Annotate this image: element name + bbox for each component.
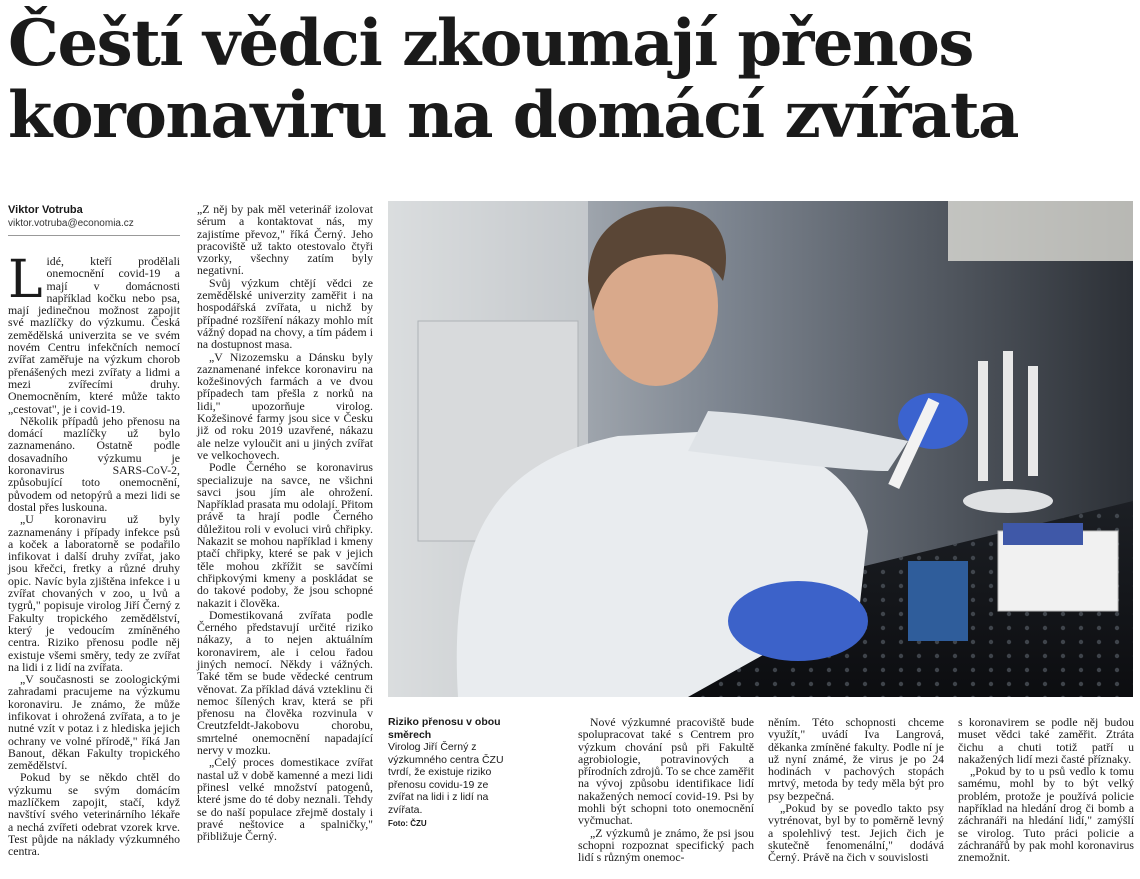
article-paragraph: Svůj výzkum chtějí vědci ze zemědělské univerzity zaměřit i na hospodářská zvířata, u nichž by případné rozšíření nákazy mohlo mít vážný dopad na chovy, a tím pádem i na dostupnost masa. [197,275,373,352]
article-column-5 [958,716,1134,864]
author-name: Viktor Votruba [8,204,83,216]
article-paragraph: Pokud by se někdo chtěl do výzkumu se svým domácím mazlíčkem zapojit, stačí, když navštíví svého veterinárního lékaře a nechá zvířeti odebrat vzorek krve. Test půjde na náklady výzkumného centra. [8,770,180,859]
article-paragraph: „Z něj by pak měl veterinář izolovat sérum a kontaktovat nás, my zajistíme převoz," říká Černý. Jeho pracoviště už takto otestovalo čtyři vzorky, všechny zatím byly negativní. [197,202,373,278]
article-paragraph: „Pokud by to u psů vedlo k tomu samému, mohl by to být velký problém, protože je používá policie například na hledání drog či bomb a záchranáři na hledání lidí," zamýšlí se virolog. Tuto práci policie a záchranářů by pak mohl koronavirus znemožnit. [958,764,1134,865]
photo-credit: Foto: ČZU [388,819,427,828]
byline [8,203,180,236]
article-column-2 [197,203,373,842]
article-paragraph: Několik případů jeho přenosu na domácí mazlíčky už bylo zaznamenáno. Ostatně podle dosavadního výzkumu je koronavirus SARS-CoV-2, způsobující toto onemocnění, původem od netopýrů a mezi lidi se dostal přes luskouna. [8,413,180,514]
article-column-3 [578,716,754,864]
article-paragraph: Lidé, kteří prodělali onemocnění covid-19 a mají v domácnosti například kočku nebo psa, mají jedinečnou možnost zapojit své mazlíčky do výzkumu. Česká zemědělská univerzita se ve svém novém Centru infekčních nemocí zvířat zaměřuje na výzkum chorob přenášených mezi zvířaty a lidmi a mezi zvířecími druhy. Onemocněním, které může takto „cestovat", je i covid-19. [8,250,180,416]
article-paragraph: Domestikovaná zvířata podle Černého představují určité riziko nákazy, a to nejen aktuálním koronavirem, ale i celou řadou jiných nemocí. Někdy i vážných. Také těm se bude vědecké centrum věnovat. Za příklad dává vzteklinu či nemoc šílených krav, která se při přenosu na člověka rozvinula v Creutzfeldt-Jakobovu chorobu, smrtelné onemocnění napadající nervy v mozku. [197,607,373,758]
drop-cap: L [8,250,43,310]
article-paragraph: s koronavirem se podle něj budou muset vědci také zaměřit. Ztráta čichu a chuti totiž patří u nakažených lidí mezi časté příznaky. [958,715,1134,766]
article-paragraph: „U koronaviru už byly zaznamenány i případy infekce psů a koček a laboratorně se podařilo infikovat i další druhy zvířat, jako jsou křečci, fretky a různé druhy opic. Navíc byla zjištěna infekce i u zvířat chovaných v zoo, u lvů a tygrů," popisuje virolog Jiří Černý z Fakulty tropického zemědělství, který je vedoucím zmíněného centra. Riziko přenosu podle něj existuje všemi směry, tedy ze zvířat na lidi i z lidí na zvířata. [8,512,180,674]
article-paragraph: „Pokud by se povedlo takto psy vytrénovat, byl by to poměrně levný a spolehlivý test. Jejich čich je skutečně fenomenální," dodává Černý. Právě na čich v souvislosti [768,801,944,865]
article-photo [388,201,1133,697]
scientist-lab-photo [388,201,1133,697]
article-paragraph: „Celý proces domestikace zvířat nastal už v době kamenné a mezi lidi přinesl velké množství patogenů, které jsme do té doby neznali. Tehdy se do naší populace zřejmě dostaly i pravé neštovice a spalničky," přibližuje Černý. [197,755,373,844]
article-paragraph: „Z výzkumů je známo, že psi jsou schopni rozpoznat specifický pach lidí s různým onemoc- [578,825,754,865]
article-paragraph: „V Nizozemsku a Dánsku byly zaznamenané infekce koronaviru na kožešinových farmách a ve dvou případech tam přešla z norků na lidi," upozorňuje virolog. Kožešinové farmy jsou sice v Česku již od roku 2019 uzavřené, nákazu ale nelze vyloučit ani u jiných zvířat ve velkochovech. [197,349,373,462]
article-column-4 [768,716,944,864]
article-paragraph: Nové výzkumné pracoviště bude spolupracovat také s Centrem pro výzkum chování psů při Fakultě agrobiologie, potravinových a přírodních zdrojů. To se chce zaměřit na vývoj způsobu identifikace lidí nakažených nemocí covid-19. Psi by mohli být schopni toto onemocnění vyčmuchat. [578,715,754,828]
caption-text: Virolog Jiří Černý z výzkumného centra ČZU tvrdí, že existuje riziko přenosu covidu-19 ze zvířat na lidi i z lidí na zvířata. [388,741,504,816]
author-email[interactable]: viktor.votruba@economia.cz [8,217,180,236]
caption-title: Riziko přenosu v obou směrech [388,716,501,741]
article-paragraph: něním. Této schopnosti chceme využít," uvádí Iva Langrová, děkanka zmíněné fakulty. Podle ní je už nyní známé, že virus je po 24 hodinách v pachových stopách mrtvý, metoda by tedy měla být pro psy bezpečná. [768,715,944,803]
article-paragraph: „V současnosti se zoologickými zahradami pracujeme na výzkumu koronaviru. Je známo, že může infikovat i ohrožená zvířata, a to je nutné vzít v potaz i z hlediska jejich ochrany ve volné přírodě," říká Jan Banout, děkan Fakulty tropického zemědělství. [8,672,180,773]
article-column-1 [8,250,180,859]
photo-caption [388,716,513,830]
headline: Čeští vědci zkoumají přenos koronaviru na domácí zvířata [8,6,1018,153]
article-paragraph: Podle Černého se koronavirus specializuje na savce, ne všichni savci jsou jím ale ohrožení. Například prasata mu odolají. Přitom právě ta hrají podle Černého důležitou roli v evoluci virů chřipky. Nakazit se mohou například i kmeny ptačí chřipky, které se pak v jejich těle mohou zkřížit se savčími chřipkovými kmeny a poskládat se do takové podoby, že jsou schopné nakazit i člověka. [197,460,373,610]
